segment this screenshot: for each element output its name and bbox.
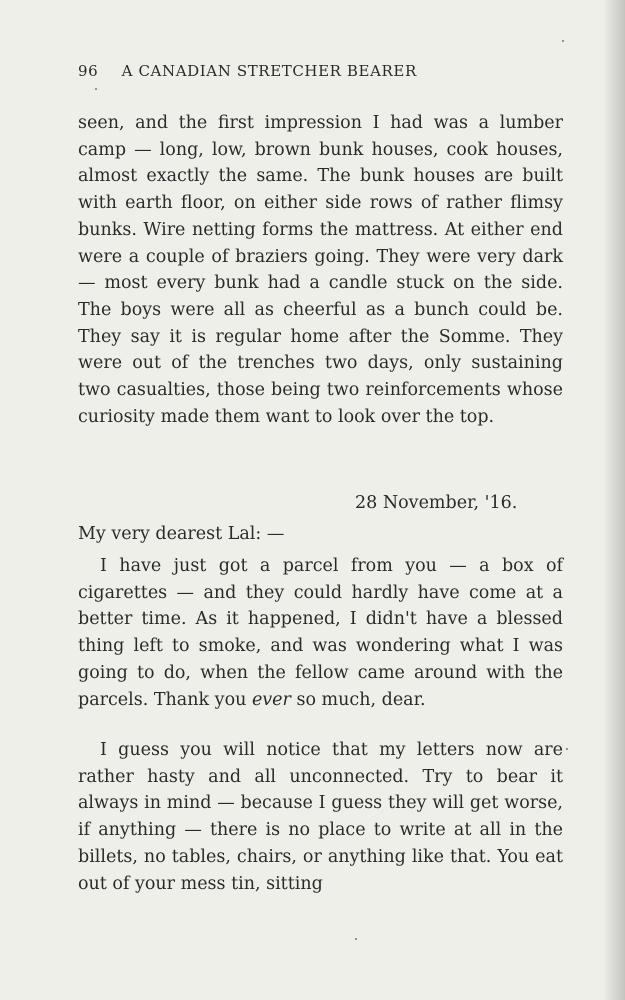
body-paragraph-2 [78, 553, 563, 713]
print-speck [562, 40, 564, 42]
running-header [78, 62, 558, 80]
print-speck [355, 938, 357, 940]
emphasized-word: ever [251, 689, 291, 710]
body-paragraph-1: seen, and the first impression I had was a lumber camp — long, low, brown bunk houses, cook houses, almost exactly the same. The bunk houses are built with earth floor, on either side rows of rather flimsy bunks. Wire netting forms the mattress. At either end were a couple of braziers going. They were very dark — most every bunk had a candle stuck on the side. The boys were all as cheerful as a bunch could be. They say it is regular home after the Somme. They were out of the trenches two days, only sustaining two casualties, those being two reinforcements whose curiosity made them want to look over the top. [78, 113, 563, 427]
running-title: A CANADIAN STRETCHER BEARER [121, 62, 417, 80]
page-edge-shadow [603, 0, 625, 1000]
paragraph-2-text-start: I have just got a parcel from you — a box of cigarettes — and they could hardly have come at a better time. As it happened, I didn't have a blessed thing left to smoke, and was wondering what I was going to do, when the fellow came around with the parcels. Thank you [78, 556, 563, 710]
body-paragraph-3: I guess you will notice that my letters now are rather hasty and all unconnected. Try to bear it always in mind — because I guess they will get worse, if anything — there is no place to write at all in the billets, no tables, chairs, or anything like that. You eat out of your mess tin, sitting [78, 740, 563, 894]
page-number: 96 [78, 62, 99, 80]
print-speck [95, 88, 97, 90]
print-speck [566, 748, 568, 750]
letter-date: 28 November, '16. [355, 493, 518, 513]
letter-salutation: My very dearest Lal: — [78, 524, 285, 544]
paragraph-2-text-end: so much, dear. [290, 689, 426, 710]
